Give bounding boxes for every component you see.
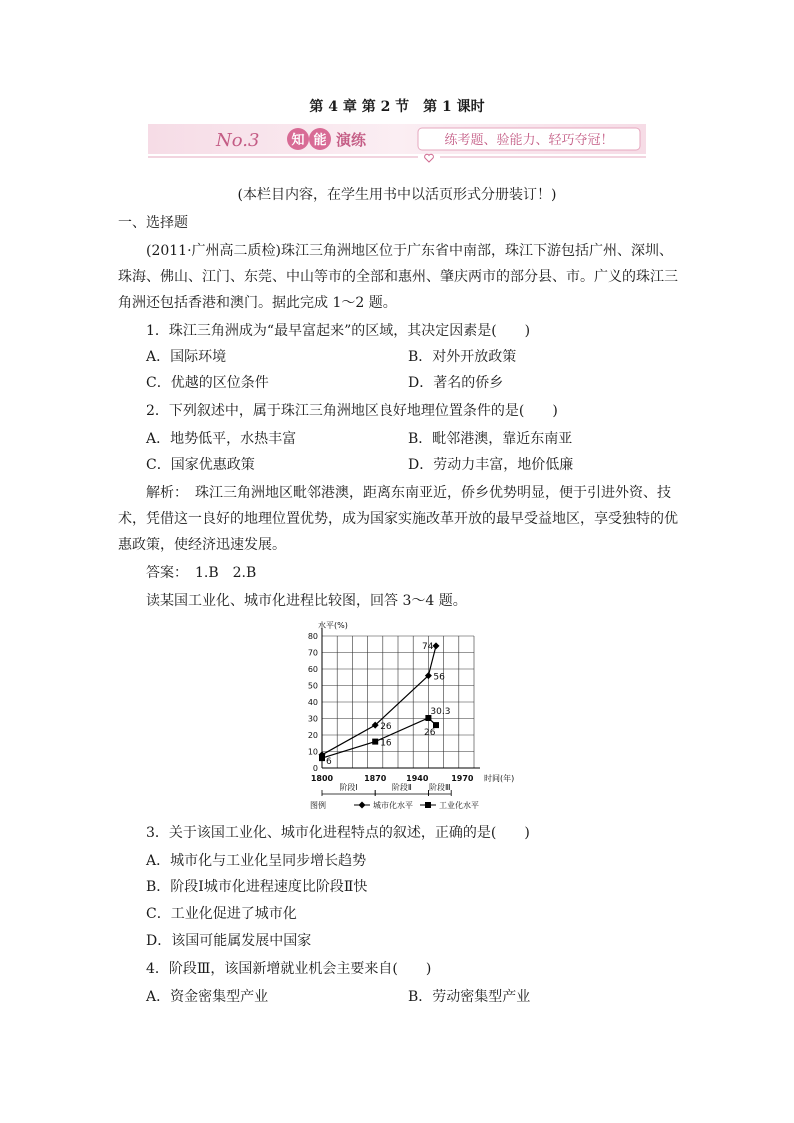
y-axis-label: 水平(%)	[318, 621, 348, 630]
banner-zhi: 知	[291, 133, 305, 148]
q3-option-b: B．阶段Ⅰ城市化进程速度比阶段Ⅱ快	[146, 879, 368, 895]
q2-option-a: A．地势低平，水热丰富	[146, 431, 297, 447]
q3-option-a: A．城市化与工业化呈同步增长趋势	[146, 853, 367, 869]
analysis-line-1: 解析： 珠江三角洲地区毗邻港澳，距离东南亚近，侨乡优势明显，便于引进外资、技	[146, 485, 671, 501]
q3-option-d: D．该国可能属发展中国家	[146, 933, 312, 949]
x-axis-label: 时间(年)	[484, 774, 515, 783]
y-tick-label: 60	[307, 665, 318, 674]
heart-icon	[425, 154, 434, 162]
page-title: 第 4 章 第 2 节 第 1 课时	[309, 99, 485, 115]
banner-slogan: 练考题、验能力、轻巧夺冠！	[444, 133, 614, 148]
y-tick-label: 10	[307, 747, 318, 757]
section-heading: 一、选择题	[118, 215, 188, 231]
legend-label-urbanization: 城市化水平	[373, 801, 413, 810]
q2-stem: 2．下列叙述中，属于珠江三角洲地区良好地理位置条件的是( )	[146, 403, 558, 419]
q4-option-a: A．资金密集型产业	[146, 989, 269, 1005]
q1-option-c: C．优越的区位条件	[146, 375, 269, 391]
x-tick-label: 1970	[451, 774, 474, 783]
comparison-chart	[288, 618, 538, 814]
answer: 答案： 1.B 2.B	[146, 565, 257, 581]
x-tick-label: 1870	[364, 774, 387, 783]
series-line-urbanization	[322, 646, 436, 755]
series-line-industrialization	[322, 718, 436, 758]
banner-yanlian: 演练	[336, 131, 367, 149]
stage-label: 阶段Ⅲ	[429, 783, 451, 792]
legend-marker-industrialization	[425, 802, 431, 808]
section-banner	[148, 124, 646, 168]
y-tick-label: 70	[307, 648, 318, 658]
passage-line-3: 角洲还包括香港和澳门。据此完成 1～2 题。	[118, 295, 397, 311]
data-label: 56	[433, 672, 445, 683]
y-tick-label: 40	[307, 698, 318, 707]
stage-label: 阶段Ⅱ	[391, 783, 412, 792]
analysis-line-3: 惠政策，使经济迅速发展。	[118, 537, 286, 553]
legend-title: 图例	[310, 801, 326, 810]
legend-label-industrialization: 工业化水平	[439, 801, 479, 810]
data-label: 30.3	[430, 707, 451, 718]
industrialization-point	[372, 739, 378, 745]
binding-note: (本栏目内容，在学生用书中以活页形式分册装订！)	[237, 187, 557, 203]
y-tick-label: 50	[307, 681, 318, 691]
urbanization-point	[433, 642, 440, 649]
passage-line-2: 珠海、佛山、江门、东莞、中山等市的全部和惠州、肇庆两市的部分县、市。广义的珠江三	[118, 269, 678, 285]
q4-option-b: B．劳动密集型产业	[408, 989, 531, 1005]
x-tick-label: 1800	[310, 774, 334, 783]
data-label: 26	[380, 722, 392, 733]
banner-number: No.3	[216, 130, 260, 151]
q3-option-c: C．工业化促进了城市化	[146, 906, 297, 922]
legend-marker-urbanization	[359, 802, 366, 809]
y-tick-label: 80	[307, 632, 318, 641]
q1-option-a: A．国际环境	[146, 349, 227, 365]
data-label: 74	[422, 641, 434, 652]
industrialization-point	[319, 755, 325, 761]
stage-label: 阶段Ⅰ	[339, 783, 358, 792]
q1-option-b: B．对外开放政策	[408, 349, 517, 365]
analysis-line-2: 术，凭借这一良好的地理位置优势，成为国家实施改革开放的最早受益地区，享受独特的优	[118, 511, 678, 527]
q2-option-d: D．劳动力丰富，地价低廉	[408, 457, 574, 473]
q1-stem: 1．珠江三角洲成为“最早富起来”的区域，其决定因素是( )	[146, 323, 531, 339]
q2-option-c: C．国家优惠政策	[146, 457, 255, 473]
y-tick-label: 30	[307, 714, 318, 724]
y-tick-label: 0	[312, 764, 318, 773]
q1-option-d: D．著名的侨乡	[408, 375, 504, 391]
data-label: 16	[380, 738, 392, 749]
passage-line-1: (2011·广州高二质检)珠江三角洲地区位于广东省中南部，珠江下游包括广州、深圳、	[146, 243, 674, 259]
data-label: 6	[326, 757, 332, 768]
banner-neng: 能	[313, 133, 327, 148]
q2-option-b: B．毗邻港澳，靠近东南亚	[408, 431, 573, 447]
q4-stem: 4．阶段Ⅲ，该国新增就业机会主要来自( )	[146, 961, 432, 977]
q3-stem: 3．关于该国工业化、城市化进程特点的叙述，正确的是( )	[146, 825, 530, 841]
data-label: 26	[424, 728, 436, 739]
chart-intro: 读某国工业化、城市化进程比较图，回答 3～4 题。	[146, 593, 467, 609]
y-tick-label: 20	[307, 731, 318, 740]
x-tick-label: 1940	[406, 774, 429, 783]
